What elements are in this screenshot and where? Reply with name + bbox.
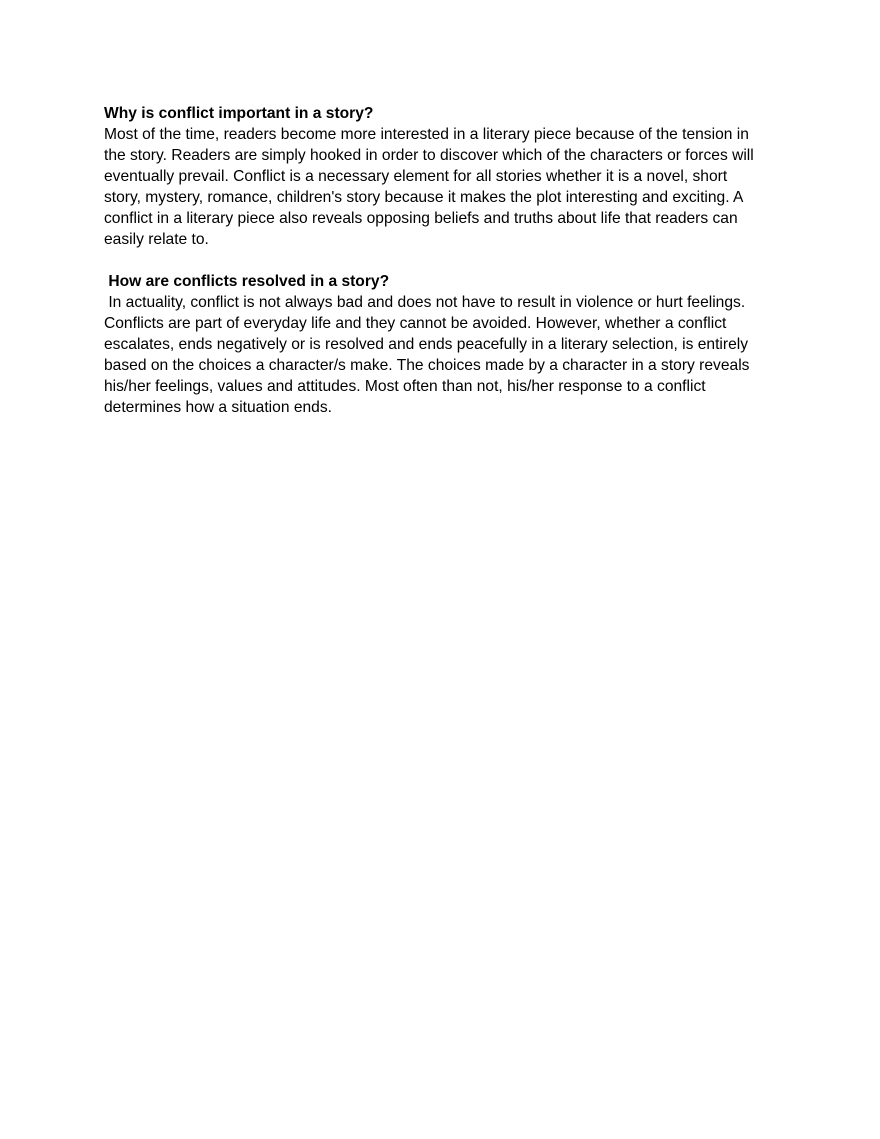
- paragraph-line: Most of the time, readers become more interested in a literary piece because of the tension in: [104, 126, 749, 143]
- paragraph-line: Conflicts are part of everyday life and they cannot be avoided. However, whether a conflict: [104, 315, 727, 332]
- paragraph-line: escalates, ends negatively or is resolved and ends peacefully in a literary selection, is entirely: [104, 336, 749, 353]
- paragraph-line: based on the choices a character/s make. The choices made by a character in a story reveals: [104, 357, 750, 374]
- section-heading: Why is conflict important in a story?: [104, 105, 374, 122]
- paragraph-line: easily relate to.: [104, 231, 209, 248]
- section-how-conflicts-resolved: [104, 271, 804, 418]
- paragraph-line: his/her feelings, values and attitudes. Most often than not, his/her response to a conflict: [104, 378, 706, 395]
- paragraph-line: determines how a situation ends.: [104, 399, 332, 416]
- paragraph-line: the story. Readers are simply hooked in order to discover which of the characters or forces will: [104, 147, 754, 164]
- paragraph-line: In actuality, conflict is not always bad and does not have to result in violence or hurt feelings.: [104, 294, 746, 311]
- paragraph-line: story, mystery, romance, children's story because it makes the plot interesting and exciting. A: [104, 189, 744, 206]
- paragraph-line: eventually prevail. Conflict is a necessary element for all stories whether it is a novel, short: [104, 168, 728, 185]
- document-page: [104, 103, 804, 418]
- section-heading: How are conflicts resolved in a story?: [104, 273, 390, 290]
- paragraph-spacer: [104, 250, 804, 271]
- paragraph-line: conflict in a literary piece also reveals opposing beliefs and truths about life that readers can: [104, 210, 738, 227]
- section-why-conflict-important: [104, 103, 804, 250]
